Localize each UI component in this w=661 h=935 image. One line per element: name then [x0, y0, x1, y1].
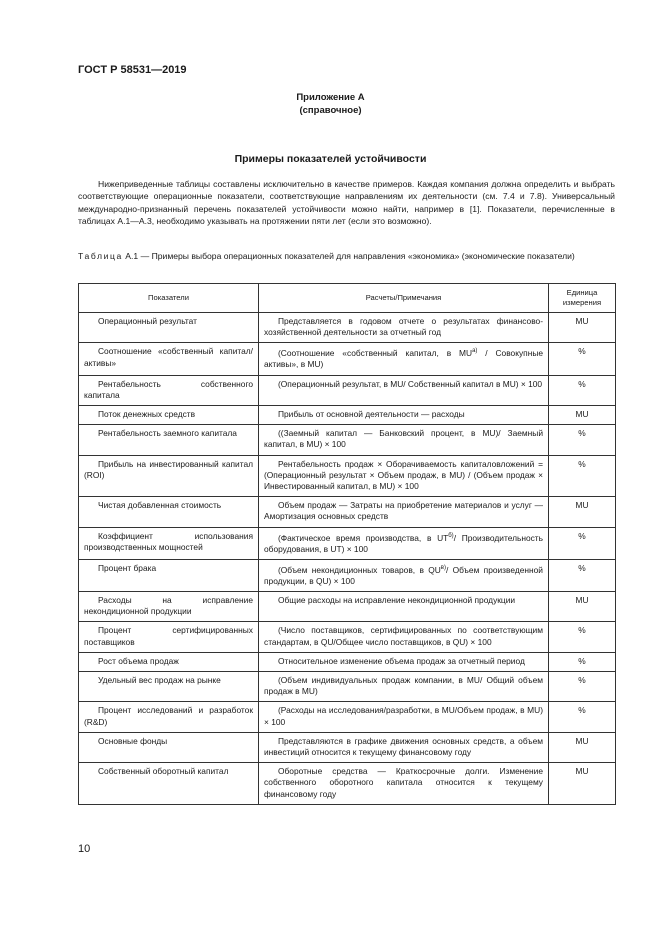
- table-row: [79, 455, 616, 497]
- calc-text: Общие расходы на исправление некондиционной продукции: [278, 595, 516, 606]
- table-row: [79, 497, 616, 527]
- footnote-mark: б): [448, 532, 454, 539]
- unit-cell: %: [549, 455, 616, 497]
- table-row: [79, 672, 616, 702]
- footnote-mark: в): [440, 564, 446, 571]
- page-number: 10: [78, 843, 91, 855]
- calc-text: Представляются в графике движения основных средств, а объем инвестиций относится к текущему финансовому году: [264, 735, 543, 758]
- table-row: [79, 732, 616, 762]
- indicator-cell: Основные фонды: [79, 732, 259, 762]
- calc-cell: [259, 406, 549, 425]
- unit-cell: %: [549, 652, 616, 671]
- unit-cell: %: [549, 559, 616, 591]
- calc-cell: [259, 763, 549, 805]
- calc-text-tail: / Объем произведенной продукции, в QU) × 100: [264, 564, 543, 586]
- table-row: [79, 763, 616, 805]
- intro-paragraph: [78, 178, 615, 228]
- calc-text: ((Заемный капитал — Банковский процент, в MU)/ Заемный капитал, в MU) × 100: [264, 428, 543, 450]
- indicator-cell: Операционный результат: [79, 313, 259, 343]
- table-body: [79, 313, 616, 805]
- table-row: [79, 527, 616, 559]
- calc-text: Оборотные средства — Краткосрочные долги. Изменение собственного оборотного капитала относится к текущему финансовому году: [264, 766, 543, 799]
- calc-cell: [259, 343, 549, 375]
- calc-cell: [259, 375, 549, 405]
- indicators-table: [78, 283, 616, 805]
- calc-text: Объем продаж — Затраты на приобретение материалов и услуг — Амортизация основных средств: [264, 500, 543, 522]
- calc-text: (Расходы на исследования/разработки, в MU/Объем продаж, в MU) × 100: [264, 705, 543, 727]
- appendix-heading: [0, 91, 661, 117]
- indicator-cell: Соотношение «собственный капитал/активы»: [79, 343, 259, 375]
- table-row: [79, 406, 616, 425]
- indicator-cell: Коэффициент использования производственных мощностей: [79, 527, 259, 559]
- calc-text: Относительное изменение объема продаж за отчетный период: [278, 655, 525, 666]
- appendix-subtitle: (справочное): [299, 105, 362, 116]
- calc-text: (Число поставщиков, сертифицированных по соответствующим стандартам, в QU/Общее число поставщиков, в QU) × 100: [264, 625, 543, 647]
- unit-cell: MU: [549, 313, 616, 343]
- indicator-cell: Процент исследований и разработок (R&D): [79, 702, 259, 732]
- indicator-cell: Удельный вес продаж на рынке: [79, 672, 259, 702]
- calc-cell: [259, 425, 549, 455]
- indicator-cell: Прибыль на инвестированный капитал (ROI): [79, 455, 259, 497]
- calc-text: (Объем некондиционных товаров, в QU: [278, 564, 441, 575]
- table-row: [79, 702, 616, 732]
- calc-cell: [259, 702, 549, 732]
- calc-cell: [259, 497, 549, 527]
- calc-cell: [259, 622, 549, 652]
- unit-cell: MU: [549, 592, 616, 622]
- page-header: ГОСТ Р 58531—2019: [78, 64, 187, 76]
- table-row: [79, 343, 616, 375]
- indicator-cell: Рентабельность заемного капитала: [79, 425, 259, 455]
- calc-text: Прибыль от основной деятельности — расходы: [278, 409, 465, 420]
- unit-cell: %: [549, 425, 616, 455]
- indicator-cell: Расходы на исправление некондиционной продукции: [79, 592, 259, 622]
- intro-text: Нижеприведенные таблицы составлены исключительно в качестве примеров. Каждая компания должна определить и выбрать соответствующие операционные показатели, соответствующие направлениям их деятельности (см. 7.4 и 7.8). Универсальный международно-признанный перечень показателей устойчивости можно найти, например в [1]. Показатели, перечисленные в таблицах А.1—А.3, необходимо указывать на протяжении пяти лет (если это возможно).: [78, 179, 615, 227]
- table-row: [79, 652, 616, 671]
- calc-text: (Соотношение «собственный капитал, в MU: [278, 348, 473, 359]
- calc-text: (Объем индивидуальных продаж компании, в MU/ Общий объем продаж в MU): [264, 675, 543, 697]
- table-row: [79, 425, 616, 455]
- calc-cell: [259, 313, 549, 343]
- indicator-cell: Рентабельность собственного капитала: [79, 375, 259, 405]
- table-header-row: [79, 284, 616, 313]
- table-row: [79, 559, 616, 591]
- calc-cell: [259, 527, 549, 559]
- unit-cell: %: [549, 702, 616, 732]
- calc-cell: [259, 652, 549, 671]
- appendix-title: Приложение А: [296, 92, 365, 103]
- unit-cell: %: [549, 622, 616, 652]
- calc-text: Рентабельность продаж × Оборачиваемость капиталовложений = (Операционный результат × Объем продаж, в MU) / (Объем продаж × Инвестированный капитал, в MU) × 100: [264, 458, 543, 492]
- footnote-mark: а): [472, 348, 478, 355]
- unit-cell: MU: [549, 732, 616, 762]
- section-title: Примеры показателей устойчивости: [234, 153, 427, 165]
- unit-cell: MU: [549, 406, 616, 425]
- table-row: [79, 622, 616, 652]
- table-row: [79, 592, 616, 622]
- header-indicator: Показатели: [79, 284, 259, 313]
- table-caption-text: А.1 — Примеры выбора операционных показателей для направления «экономика» (экономические показатели): [125, 251, 575, 261]
- calc-cell: [259, 732, 549, 762]
- calc-cell: [259, 559, 549, 591]
- calc-text-tail: / Производительность оборудования, в UT) × 100: [264, 532, 543, 554]
- indicator-cell: Рост объема продаж: [79, 652, 259, 671]
- indicator-cell: Чистая добавленная стоимость: [79, 497, 259, 527]
- calc-text: Представляется в годовом отчете о результатах финансово-хозяйственной деятельности за отчетный год: [264, 316, 543, 338]
- calc-text: (Фактическое время производства, в UT: [278, 532, 449, 543]
- unit-cell: %: [549, 527, 616, 559]
- header-unit: Единица измерения: [549, 284, 616, 313]
- table-row: [79, 313, 616, 343]
- table-caption-label: Таблица: [78, 251, 123, 261]
- calc-text-tail: / Совокупные активы», в MU): [264, 348, 544, 370]
- calc-text: (Операционный результат, в MU/ Собственный капитал в MU) × 100: [278, 378, 543, 389]
- header-calc: Расчеты/Примечания: [259, 284, 549, 313]
- table-caption: [78, 250, 615, 262]
- unit-cell: MU: [549, 763, 616, 805]
- indicator-cell: Поток денежных средств: [79, 406, 259, 425]
- unit-cell: %: [549, 672, 616, 702]
- calc-cell: [259, 592, 549, 622]
- calc-cell: [259, 455, 549, 497]
- calc-cell: [259, 672, 549, 702]
- unit-cell: %: [549, 343, 616, 375]
- table-row: [79, 375, 616, 405]
- indicator-cell: Процент сертифицированных поставщиков: [79, 622, 259, 652]
- indicator-cell: Собственный оборотный капитал: [79, 763, 259, 805]
- unit-cell: MU: [549, 497, 616, 527]
- unit-cell: %: [549, 375, 616, 405]
- indicator-cell: Процент брака: [79, 559, 259, 591]
